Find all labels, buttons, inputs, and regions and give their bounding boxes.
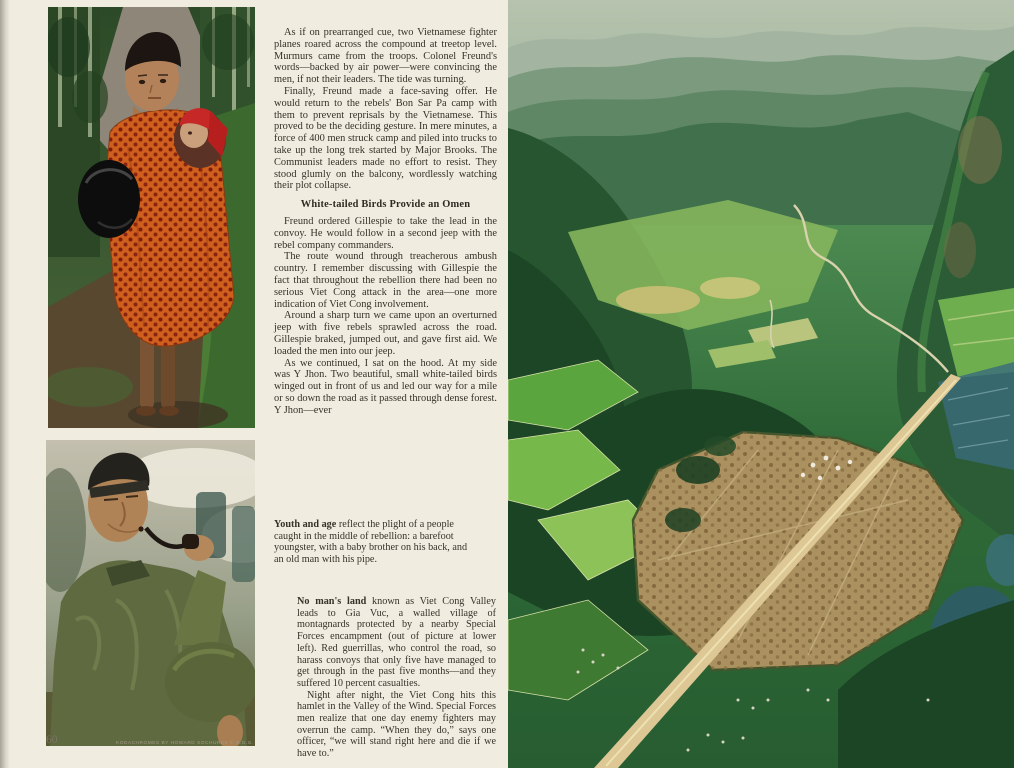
caption-lead-in: No man's land bbox=[297, 596, 367, 607]
photo-old-man-art bbox=[46, 440, 255, 746]
article-paragraph-4: The route wound through treacherous ambush country. I remember discussing with Gillespie the fact that throughout the rebellion there had been no serious Viet Cong attack in the area—one more indication of Viet Cong involvement. bbox=[274, 251, 497, 310]
article-paragraph-2: Finally, Freund made a face-saving offer. He would return to the rebels' Bon Sar Pa camp with them to prevent reprisals by the Vietnamese. This proved to be the deciding gesture. In mere minutes, a force of 400 men struck camp and piled into trucks to take up the long trek started by Major Brooks. The Communist leaders made no effort to resist. They stood glumly on the balcony, wordlessly watching their plot collapse. bbox=[274, 85, 497, 192]
knee bbox=[165, 642, 255, 722]
photo-boy-with-baby-art bbox=[48, 7, 255, 428]
caption-body: known as Viet Cong Valley leads to Gia Vuc, a walled village of montagnards protected by a nearby Special Forces encampment (out of picture at lower left). Red guerrillas, who control the road, so harass convoys that only five have managed to get through in the past five months—and they suffered 10 percent casualties. bbox=[297, 596, 496, 689]
caption-paragraph-2: Night after night, the Viet Cong hits this hamlet in the Valley of the Wind. Special Forces men realize that one day enemy fighters may overrun the camp. “When they do,” says one officer, “we will stand right here and die if we have to.” bbox=[297, 689, 496, 760]
caption-text bbox=[274, 519, 474, 566]
article-paragraph-5: Around a sharp turn we came upon an overturned jeep with five rebels sprawled across the road. Gillespie braked, jumped out, and gave first aid. We loaded the men into our jeep. bbox=[274, 310, 497, 357]
caption-viet-cong-valley bbox=[297, 596, 496, 760]
caption-lead-in: Youth and age bbox=[274, 519, 337, 530]
article-paragraph-1: As if on prearranged cue, two Vietnamese fighter planes roared across the compound at treetop level. Murmurs came from the troops. Colonel Freund's words—backed by air power—were convincing the men, if not their leaders. The tide was turning. bbox=[274, 27, 497, 86]
caption-youth-and-age bbox=[274, 519, 474, 566]
mouth bbox=[138, 526, 143, 531]
caption-body: reflect the plight of a people caught in the middle of rebellion: a barefoot youngster, with a baby brother on his back, and an old man with his pipe. bbox=[274, 519, 468, 566]
page-edge-shadow bbox=[0, 0, 10, 768]
pipe-bowl bbox=[182, 534, 199, 549]
page-number: 60 bbox=[46, 734, 58, 746]
article-paragraph-6: As we continued, I sat on the hood. At my side was Y Jhon. Two beautiful, small white-tailed birds winged out in front of us and led our way for a mile or so down the road as it passed through dense forest. Y Jhon—ever bbox=[274, 357, 497, 416]
blurred-structure-2 bbox=[232, 506, 255, 582]
photo-boy-with-baby bbox=[48, 7, 255, 428]
photo-credit: KODACHROMES BY HOWARD SOCHUREK © N.G.S. bbox=[116, 741, 254, 746]
black-bag bbox=[78, 160, 140, 238]
article-paragraph-3: Freund ordered Gillespie to take the lead in the convoy. He would follow in a second jeep with the rebel company commanders. bbox=[274, 215, 497, 251]
article-column bbox=[274, 27, 497, 417]
caption-text bbox=[297, 596, 496, 690]
aerial-valley-art bbox=[508, 0, 1014, 768]
section-heading: White-tailed Birds Provide an Omen bbox=[300, 199, 471, 211]
photo-aerial-viet-cong-valley bbox=[508, 0, 1014, 768]
photo-old-man-with-pipe bbox=[46, 440, 255, 746]
